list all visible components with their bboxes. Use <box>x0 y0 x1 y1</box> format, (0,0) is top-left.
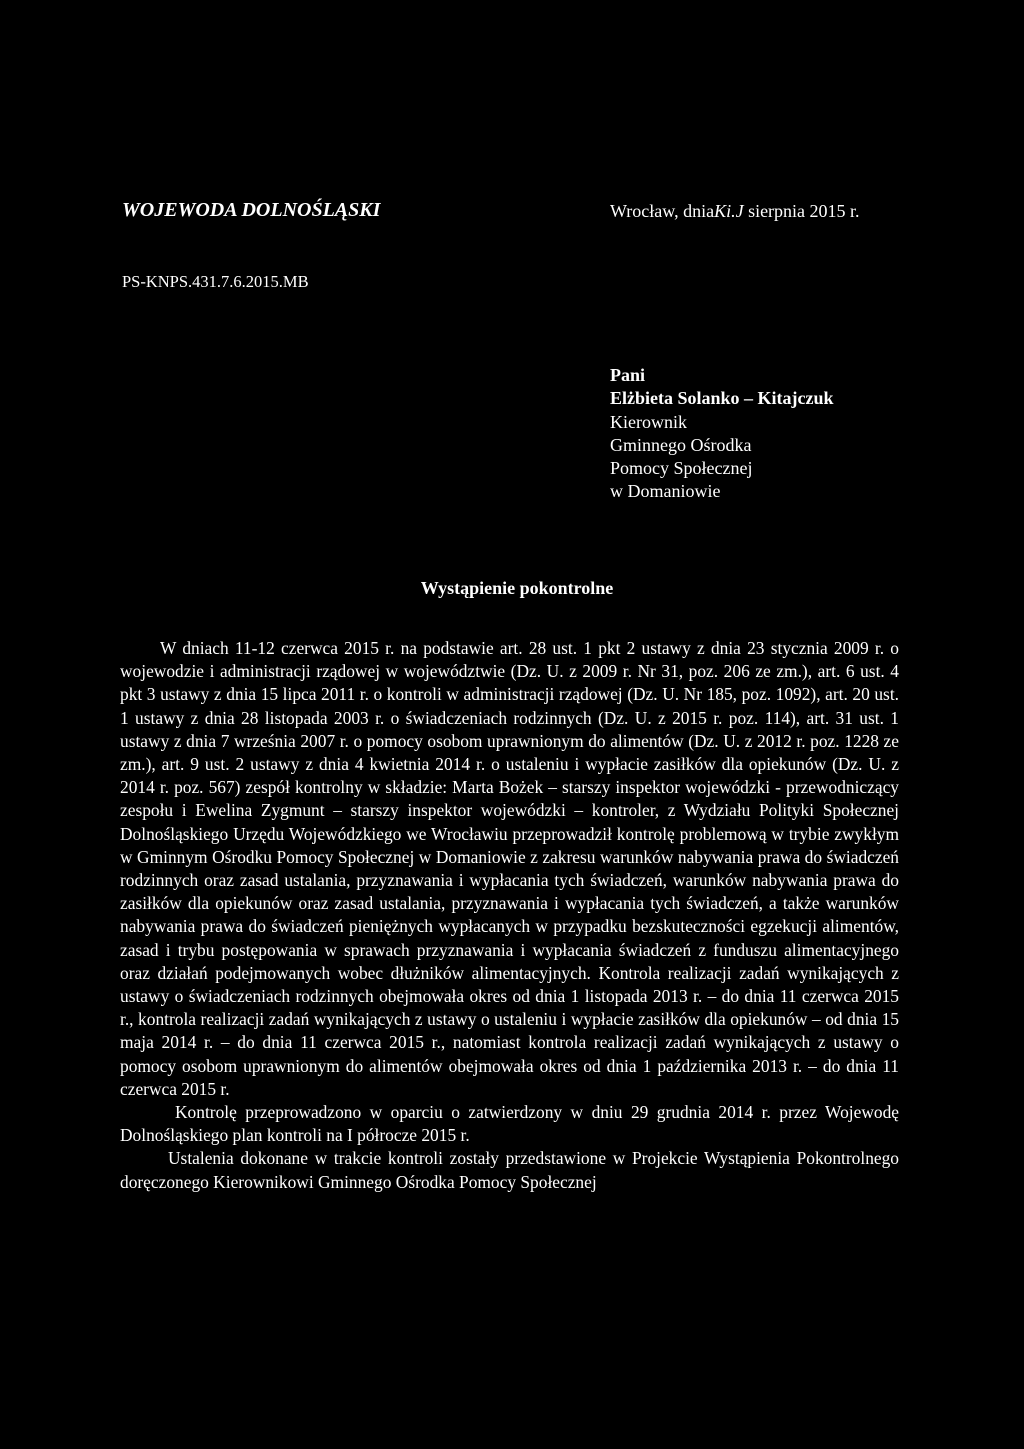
body-paragraph: Ustalenia dokonane w trakcie kontroli zostały przedstawione w Projekcie Wystąpienia Pokontrolnego doręczonego Kierownikowi Gminnego Ośrodka Pomocy Społecznej <box>120 1148 899 1192</box>
body-paragraph: Kontrolę przeprowadzono w oparciu o zatwierdzony w dniu 29 grudnia 2014 r. przez Wojewodę Dolnośląskiego plan kontroli na I półrocze 2015 r. <box>120 1102 899 1146</box>
reference-number: PS-KNPS.431.7.6.2015.MB <box>122 272 309 291</box>
letter-date <box>610 201 860 222</box>
date-prefix: Wrocław, dnia <box>610 201 715 221</box>
recipient-line: Gminnego Ośrodka <box>610 434 752 455</box>
sender-heading: WOJEWODA DOLNOŚLĄSKI <box>122 199 381 221</box>
date-handwritten-day: Ki.J <box>714 201 744 221</box>
document-title: Wystąpienie pokontrolne <box>420 578 614 598</box>
recipient-line: Kierownik <box>610 411 687 432</box>
recipient-line: w Domaniowie <box>610 481 721 502</box>
date-suffix: sierpnia 2015 r. <box>748 201 860 221</box>
document-body <box>120 637 899 1194</box>
recipient-line: Pomocy Społecznej <box>610 458 753 479</box>
recipient-salutation: Pani <box>610 365 646 385</box>
recipient-block <box>610 364 834 504</box>
body-paragraph: W dniach 11-12 czerwca 2015 r. na podstawie art. 28 ust. 1 pkt 2 ustawy z dnia 23 stycznia 2009 r. o wojewodzie i administracji rządowej w województwie (Dz. U. z 2009 r. Nr 31, poz. 206 ze zm.), art. 6 ust. 4 pkt 3 ustawy z dnia 15 lipca 2011 r. o kontroli w administracji rządowej (Dz. U. Nr 185, poz. 1092), art. 20 ust. 1 ustawy z dnia 28 listopada 2003 r. o świadczeniach rodzinnych (Dz. U. z 2015 r. poz. 114), art. 31 ust. 1 ustawy z dnia 7 września 2007 r. o pomocy osobom uprawnionym do alimentów (Dz. U. z 2012 r. poz. 1228 ze zm.), art. 9 ust. 2 ustawy z dnia 4 kwietnia 2014 r. o ustaleniu i wypłacie zasiłków dla opiekunów (Dz. U. z 2014 r. poz. 567) zespół kontrolny w składzie: Marta Bożek – starszy inspektor wojewódzki - przewodniczący zespołu i Ewelina Zygmunt – starszy inspektor wojewódzki – kontroler, z Wydziału Polityki Społecznej Dolnośląskiego Urzędu Wojewódzkiego we Wrocławiu przeprowadził kontrolę problemową w trybie zwykłym w Gminnym Ośrodku Pomocy Społecznej w Domaniowie z zakresu warunków nabywania prawa do świadczeń rodzinnych oraz zasad ustalania, przyznawania i wypłacania tych świadczeń, warunków nabywania prawa do zasiłków dla opiekunów oraz zasad ustalania, przyznawania i wypłacania tych świadczeń, a także warunków nabywania prawa do świadczeń pieniężnych wypłacanych w przypadku bezskuteczności egzekucji alimentów, zasad i trybu postępowania w sprawach przyznawania i wypłacania świadczeń z funduszu alimentacyjnego oraz działań podejmowanych wobec dłużników alimentacyjnych. Kontrola realizacji zadań wynikających z ustawy o świadczeniach rodzinnych obejmowała okres od dnia 1 listopada 2013 r. – do dnia 11 czerwca 2015 r., kontrola realizacji zadań wynikających z ustawy o ustaleniu i wypłacie zasiłków dla opiekunów – od dnia 15 maja 2014 r. – do dnia 11 czerwca 2015 r., natomiast kontrola realizacji zadań wynikających z ustawy o pomocy osobom uprawnionym do alimentów obejmowała okres od dnia 1 października 2013 r. – do dnia 11 czerwca 2015 r. <box>120 638 899 1099</box>
recipient-name: Elżbieta Solanko – Kitajczuk <box>610 388 834 409</box>
